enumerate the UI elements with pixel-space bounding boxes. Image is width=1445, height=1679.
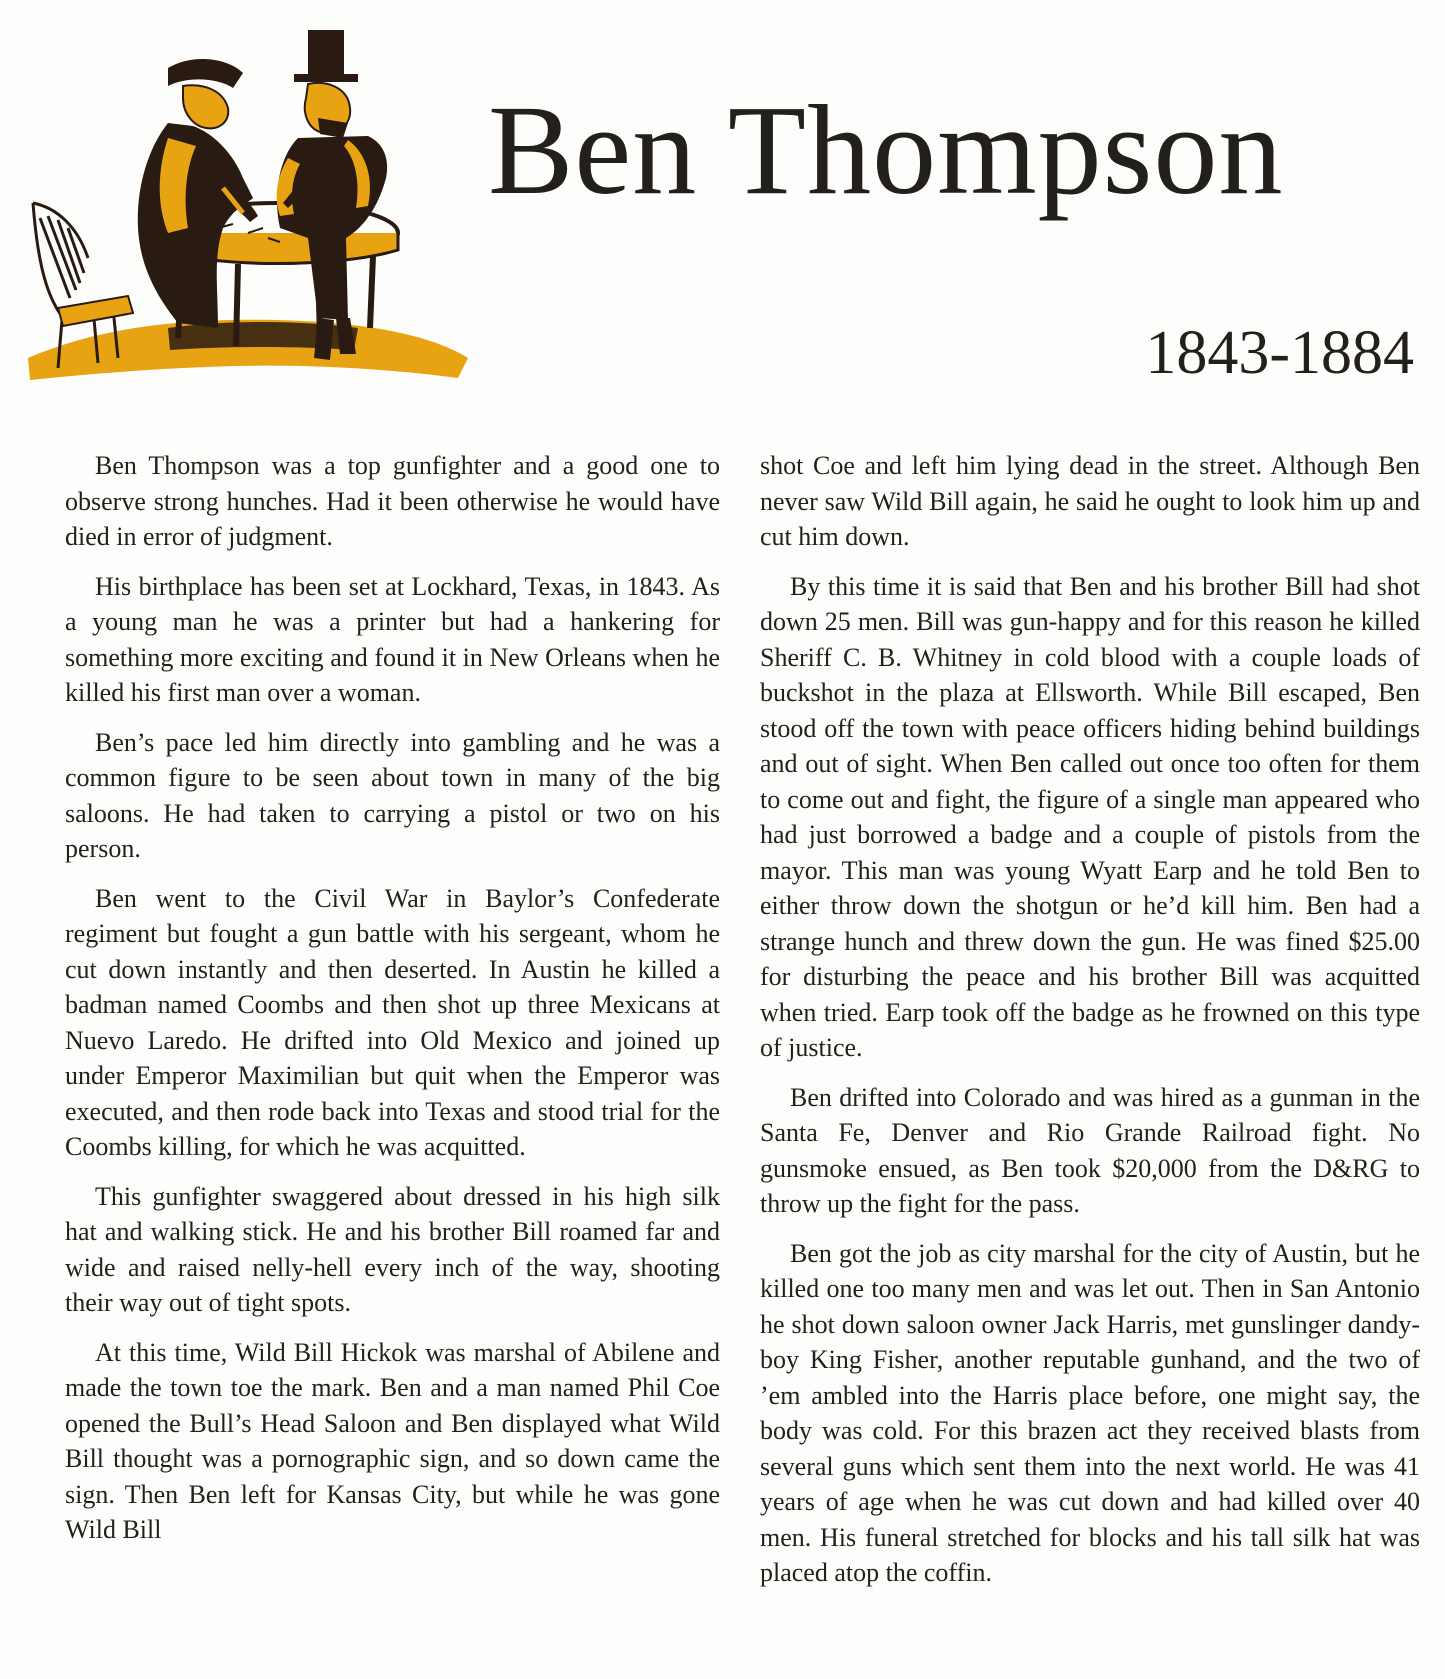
life-years: 1843-1884 (1145, 319, 1414, 387)
paragraph: Ben’s pace led him directly into gambling and he was a common figure to be seen about town in many of the big saloons. He had taken to carrying a pistol or two on his person. (65, 727, 720, 863)
left-text-column (65, 448, 720, 1562)
page-title: Ben Thompson (488, 79, 1284, 221)
paragraph: Ben went to the Civil War in Baylor’s Confederate regiment but fought a gun battle with his sergeant, whom he cut down instantly and then deserted. In Austin he killed a badman named Coombs and then shot up three Mexicans at Nuevo Laredo. He drifted into Old Mexico and joined up under Emperor Maximilian but quit when the Emperor was executed, and then rode back into Texas and stood trial for the Coombs killing, for which he was acquitted. (65, 883, 720, 1161)
paragraph: Ben Thompson was a top gunfighter and a good one to observe strong hunches. Had it been otherwise he would have died in error of judgment. (65, 451, 720, 551)
paragraph: By this time it is said that Ben and his brother Bill had shot down 25 men. Bill was gun-happy and for this reason he killed Sheriff C. B. Whitney in cold blood with a couple loads of buckshot in the plaza at Ellsworth. While Bill escaped, Ben stood off the town with peace officers hiding behind buildings and out of sight. When Ben called out once too often for them to come out and fight, the figure of a single man appeared who had just borrowed a badge and a couple of pistols from the mayor. This man was young Wyatt Earp and he told Ben to either throw down the shotgun or he’d kill him. Ben had a strange hunch and threw down the gun. He was fined $25.00 for disturbing the peace and his brother Bill was acquitted when tried. Earp took off the badge as he frowned on this type of justice. (760, 571, 1420, 1062)
gamblers-at-table-illustration (18, 28, 488, 393)
paragraph-continuation: shot Coe and left him lying dead in the street. Although Ben never saw Wild Bill again, he said he ought to look him up and cut him down. (760, 451, 1420, 551)
paragraph: At this time, Wild Bill Hickok was marshal of Abilene and made the town toe the mark. Ben and a man named Phil Coe opened the Bull’s Head Saloon and Ben displayed what Wild Bill thought was a pornographic sign, and so down came the sign. Then Ben left for Kansas City, but while he was gone Wild Bill (65, 1337, 720, 1544)
paragraph: This gunfighter swaggered about dressed in his high silk hat and walking stick. He and his brother Bill roamed far and wide and raised nelly-hell every inch of the way, shooting their way out of tight spots. (65, 1181, 720, 1317)
paragraph: His birthplace has been set at Lockhard, Texas, in 1843. As a young man he was a printer but had a hankering for something more exciting and found it in New Orleans when he killed his first man over a woman. (65, 571, 720, 707)
right-text-column (760, 448, 1420, 1605)
paragraph: Ben got the job as city marshal for the city of Austin, but he killed one too many men and was let out. Then in San Antonio he shot down saloon owner Jack Harris, met gunslinger dandy-boy King Fisher, another reputable gunhand, and the two of ’em ambled into the Harris place before, one might say, the body was cold. For this brazen act they received blasts from several guns which sent them into the next world. He was 41 years of age when he was cut down and had killed over 40 men. His funeral stretched for blocks and his tall silk hat was placed atop the coffin. (760, 1238, 1420, 1587)
paragraph: Ben drifted into Colorado and was hired as a gunman in the Santa Fe, Denver and Rio Grande Railroad fight. No gunsmoke ensued, as Ben took $20,000 from the D&RG to throw up the fight for the pass. (760, 1082, 1420, 1218)
